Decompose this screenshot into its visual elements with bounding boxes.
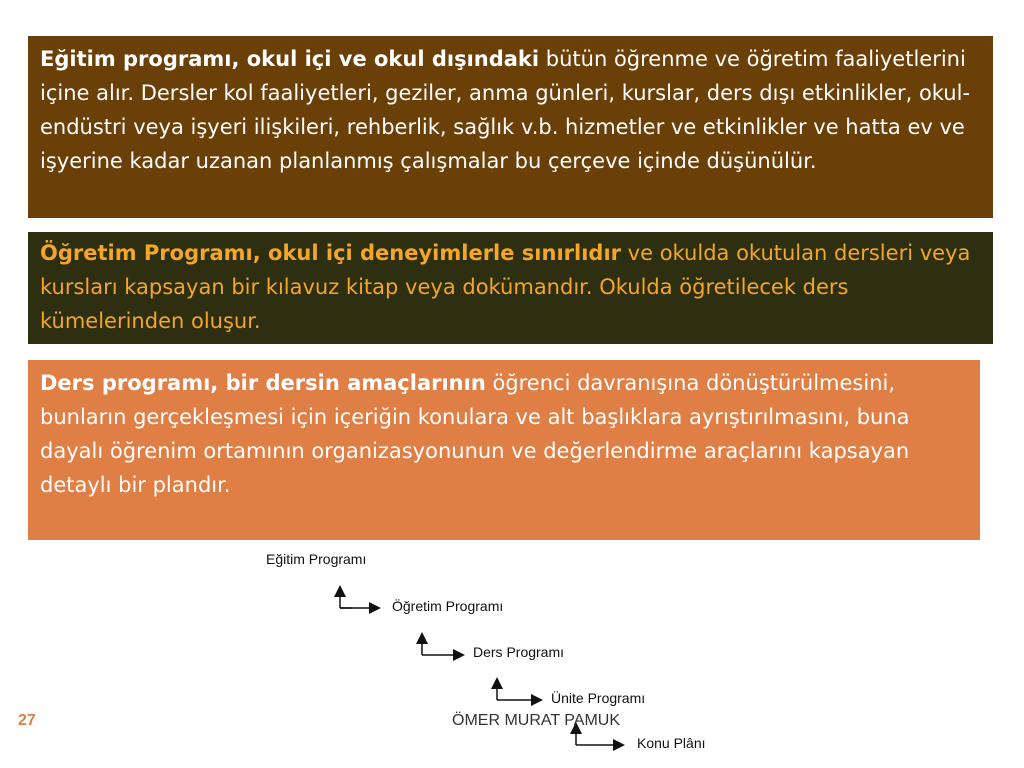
- definition-lead: Ders programı, bir dersin amaçlarının: [40, 371, 486, 395]
- definition-lead: Eğitim programı, okul içi ve okul dışındaki: [40, 47, 540, 71]
- hierarchy-arrow-2: [422, 635, 462, 655]
- definition-text: ve okulda okutulan dersleri veya kursları kapsayan bir kılavuz kitap veya dokümandır. Okulda öğretilecek ders kümelerinden oluşur.: [40, 241, 971, 333]
- definition-box-egitim: [28, 36, 993, 218]
- definition-lead: Öğretim Programı, okul içi deneyimlerle sınırlıdır: [40, 241, 621, 265]
- hierarchy-label-konu: Konu Plânı: [637, 735, 706, 751]
- definition-box-ders: [28, 360, 980, 540]
- hierarchy-label-ders: Ders Programı: [473, 644, 565, 660]
- hierarchy-arrow-3: [497, 680, 540, 700]
- slide-number: 27: [18, 712, 36, 729]
- hierarchy-arrow-1: [340, 588, 378, 608]
- hierarchy-label-ogretim: Öğretim Programı: [392, 598, 504, 614]
- author-name: ÖMER MURAT PAMUK: [452, 712, 621, 729]
- hierarchy-label-egitim: Eğitim Programı: [266, 551, 367, 567]
- definition-text: öğrenci davranışına dönüştürülmesini, bunların gerçekleşmesi için içeriğin konulara ve alt başlıklara ayrıştırılmasını, buna dayalı öğrenim ortamının organizasyonunun ve değerlendirme araçlarını kapsayan detaylı bir plandır.: [40, 371, 910, 497]
- hierarchy-label-unite: Ünite Programı: [551, 690, 646, 706]
- definition-box-ogretim: [28, 232, 993, 344]
- definition-text: bütün öğrenme ve öğretim faaliyetlerini içine alır. Dersler kol faaliyetleri, geziler, anma günleri, kurslar, ders dışı etkinlikler, okul-endüstri veya işyeri ilişkileri, rehberlik, sağlık v.b. hizmetler ve etkinlikler ve hatta ev ve işyerine kadar uzanan planlanmış çalışmalar bu çerçeve içinde düşünülür.: [40, 47, 971, 173]
